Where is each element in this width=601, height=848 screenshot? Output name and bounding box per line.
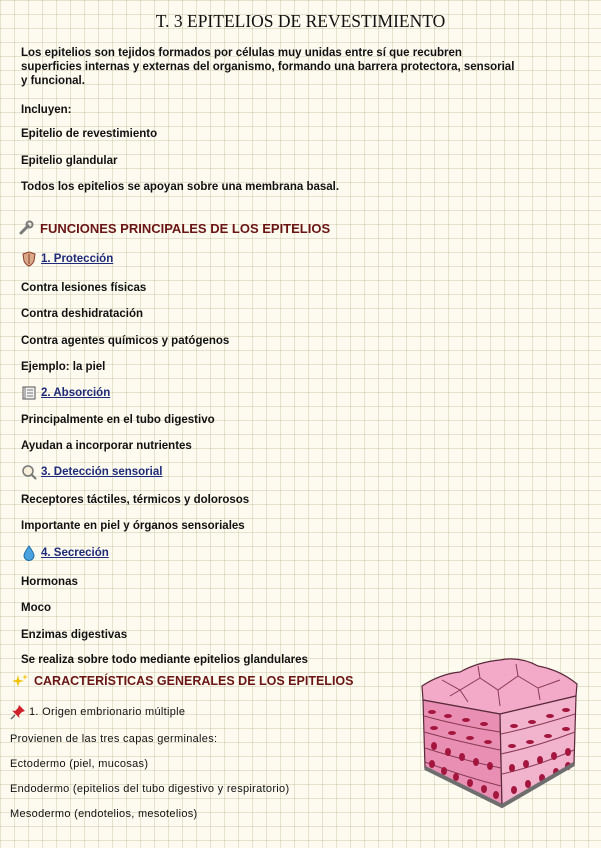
bullet-line: Se realiza sobre todo mediante epitelios glandulares xyxy=(21,654,308,666)
intro-paragraph: Los epitelios son tejidos formados por células muy unidas entre sí que recubren superficies internas y externas del organismo, formando una barrera protectora, sensorial y funcional. xyxy=(21,47,515,87)
bullet-line: Ejemplo: la piel xyxy=(21,361,106,373)
bullet-line: Importante en piel y órganos sensoriales xyxy=(21,520,245,532)
notebook-icon xyxy=(21,385,37,401)
pushpin-icon xyxy=(10,704,26,720)
basal-note: Todos los epitelios se apoyan sobre una membrana basal. xyxy=(21,181,340,193)
characteristic-label: 1. Origen embrionario múltiple xyxy=(29,706,186,718)
bullet-line: Contra agentes químicos y patógenos xyxy=(21,335,230,347)
sparkles-icon xyxy=(12,673,28,689)
bullet-line: Principalmente en el tubo digestivo xyxy=(21,414,215,426)
bullet-line: Contra lesiones físicas xyxy=(21,282,147,294)
page-title: T. 3 EPITELIOS DE REVESTIMIENTO xyxy=(155,11,446,31)
subsection-absorcion xyxy=(21,385,110,401)
subsection-deteccion xyxy=(21,464,162,480)
plain-line: Ectodermo (piel, mucosas) xyxy=(10,758,149,770)
include-item: Epitelio glandular xyxy=(21,155,118,167)
bullet-line: Receptores táctiles, térmicos y dolorosos xyxy=(21,494,250,506)
characteristics-heading xyxy=(12,673,353,689)
subsection-label: 4. Secreción xyxy=(41,547,109,559)
shield-icon xyxy=(21,251,37,267)
includes-label: Incluyen: xyxy=(21,104,72,116)
bullet-line: Ayudan a incorporar nutrientes xyxy=(21,440,192,452)
magnifier-icon xyxy=(21,464,37,480)
subsection-secrecion xyxy=(21,545,109,561)
functions-heading-text: FUNCIONES PRINCIPALES DE LOS EPITELIOS xyxy=(40,220,331,236)
droplet-icon xyxy=(21,545,37,561)
bullet-line: Hormonas xyxy=(21,576,78,588)
plain-line: Provienen de las tres capas germinales: xyxy=(10,733,218,745)
characteristic-item xyxy=(10,704,185,720)
plain-line: Mesodermo (endotelios, mesotelios) xyxy=(10,808,198,820)
bullet-line: Enzimas digestivas xyxy=(21,629,128,641)
wrench-icon xyxy=(18,220,34,236)
plain-line: Endodermo (epitelios del tubo digestivo y respiratorio) xyxy=(10,783,290,795)
bullet-line: Moco xyxy=(21,602,52,614)
subsection-label: 1. Protección xyxy=(41,253,114,265)
functions-heading xyxy=(18,220,330,236)
include-item: Epitelio de revestimiento xyxy=(21,128,158,140)
epithelium-illustration xyxy=(420,656,580,814)
subsection-proteccion xyxy=(21,251,113,267)
subsection-label: 2. Absorción xyxy=(41,387,111,399)
bullet-line: Contra deshidratación xyxy=(21,308,144,320)
subsection-label: 3. Detección sensorial xyxy=(41,466,163,478)
characteristics-heading-text: CARACTERÍSTICAS GENERALES DE LOS EPITELIOS xyxy=(34,674,354,688)
